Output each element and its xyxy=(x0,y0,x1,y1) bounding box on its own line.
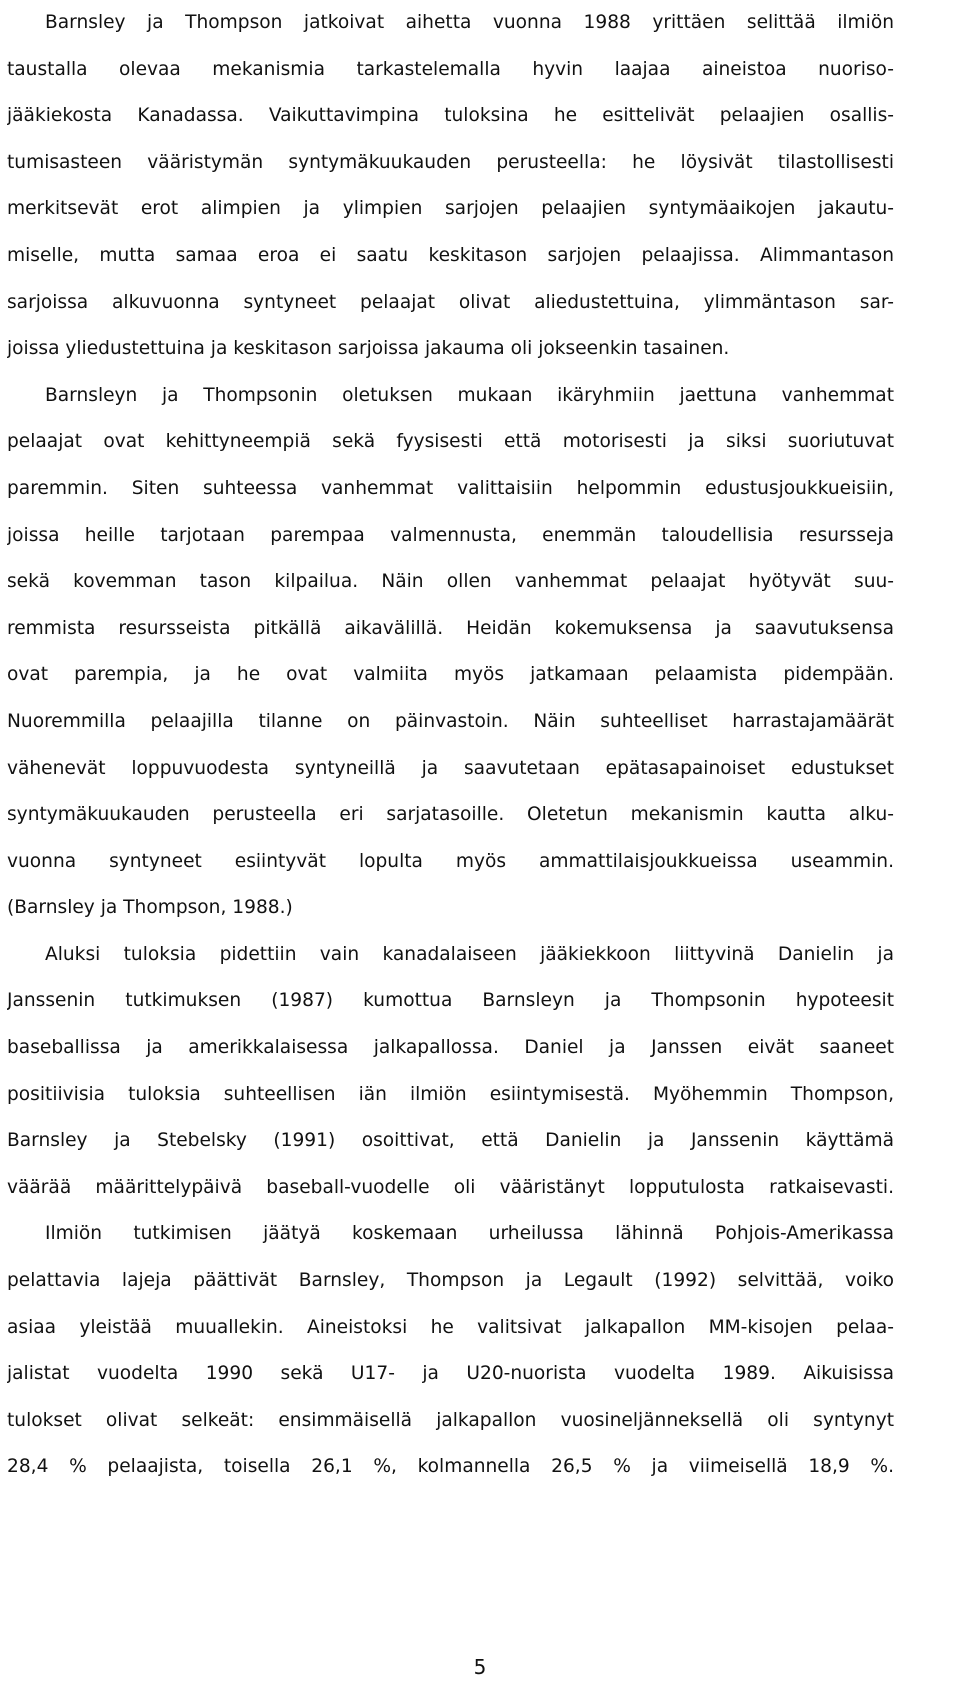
text-line: jalistat vuodelta 1990 sekä U17- ja U20-nuorista vuodelta 1989. Aikuisissa xyxy=(7,1363,894,1385)
text-line: Ilmiön tutkimisen jäätyä koskemaan urheilussa lähinnä Pohjois-Amerikassa xyxy=(45,1223,894,1245)
text-line: merkitsevät erot alimpien ja ylimpien sarjojen pelaajien syntymäaikojen jakautu- xyxy=(7,198,894,220)
text-line: vuonna syntyneet esiintyvät lopulta myös ammattilaisjoukkueissa useammin. xyxy=(7,850,894,872)
citation-line: (Barnsley ja Thompson, 1988.) xyxy=(7,897,293,919)
text-line: syntymäkuukauden perusteella eri sarjatasoille. Oletetun mekanismin kautta alku- xyxy=(7,804,894,826)
paragraph xyxy=(7,932,894,1212)
paragraph xyxy=(7,0,894,932)
text-line: Barnsley ja Thompson jatkoivat aihetta vuonna 1988 yrittäen selittää ilmiön xyxy=(45,12,894,33)
text-line: remmista resursseista pitkällä aikavälillä. Heidän kokemuksensa ja saavutuksensa xyxy=(7,617,894,639)
page-number: 5 xyxy=(473,1655,487,1679)
paragraph xyxy=(7,1211,894,1491)
text-line: jääkiekosta Kanadassa. Vaikuttavimpina tuloksina he esittelivät pelaajien osallis- xyxy=(7,105,894,127)
text-line: ovat parempia, ja he ovat valmiita myös jatkamaan pelaamista pidempään. xyxy=(7,664,894,686)
text-line: Barnsleyn ja Thompsonin oletuksen mukaan ikäryhmiin jaettuna vanhemmat xyxy=(45,384,894,406)
text-line: Aluksi tuloksia pidettiin vain kanadalaiseen jääkiekkoon liittyvinä Danielin ja xyxy=(45,943,894,965)
text-line: 28,4 % pelaajista, toisella 26,1 %, kolmannella 26,5 % ja viimeisellä 18,9 %. xyxy=(7,1456,894,1478)
text-line: sarjoissa alkuvuonna syntyneet pelaajat olivat aliedustettuina, ylimmäntason sar- xyxy=(7,291,894,313)
text-line: miselle, mutta samaa eroa ei saatu keskitason sarjojen pelaajissa. Alimmantason xyxy=(7,244,894,266)
text-line: pelaajat ovat kehittyneempiä sekä fyysisesti että motorisesti ja siksi suoriutuvat xyxy=(7,431,894,453)
text-line: Nuoremmilla pelaajilla tilanne on päinvastoin. Näin suhteelliset harrastajamäärät xyxy=(7,710,894,732)
text-line: joissa heille tarjotaan parempaa valmennusta, enemmän taloudellisia resursseja xyxy=(7,524,894,546)
text-line: joissa yliedustettuina ja keskitason sarjoissa jakauma oli jokseenkin tasainen. xyxy=(7,338,730,360)
text-line: väärää määrittelypäivä baseball-vuodelle oli vääristänyt lopputulosta ratkaisevasti. xyxy=(7,1176,894,1198)
text-line: asiaa yleistää muuallekin. Aineistoksi he valitsivat jalkapallon MM-kisojen pelaa- xyxy=(7,1316,894,1338)
text-line: taustalla olevaa mekanismia tarkastelemalla hyvin laajaa aineistoa nuoriso- xyxy=(7,58,894,80)
text-line: positiivisia tuloksia suhteellisen iän ilmiön esiintymisestä. Myöhemmin Thompson, xyxy=(7,1083,894,1105)
text-line: pelattavia lajeja päättivät Barnsley, Thompson ja Legault (1992) selvittää, voiko xyxy=(7,1270,894,1292)
text-line: tulokset olivat selkeät: ensimmäisellä jalkapallon vuosineljänneksellä oli syntynyt xyxy=(7,1409,894,1431)
body-text xyxy=(7,0,894,1491)
text-line: tumisasteen vääristymän syntymäkuukauden perusteella: he löysivät tilastollisesti xyxy=(7,151,894,173)
text-line: baseballissa ja amerikkalaisessa jalkapallossa. Daniel ja Janssen eivät saaneet xyxy=(7,1037,894,1059)
text-line: vähenevät loppuvuodesta syntyneillä ja saavutetaan epätasapainoiset edustukset xyxy=(7,757,894,779)
text-line: Barnsley ja Stebelsky (1991) osoittivat, että Danielin ja Janssenin käyttämä xyxy=(7,1130,894,1152)
text-line: paremmin. Siten suhteessa vanhemmat valittaisiin helpommin edustusjoukkueisiin, xyxy=(7,477,894,499)
text-line: Janssenin tutkimuksen (1987) kumottua Barnsleyn ja Thompsonin hypoteesit xyxy=(7,990,894,1012)
text-line: sekä kovemman tason kilpailua. Näin ollen vanhemmat pelaajat hyötyvät suu- xyxy=(7,571,894,593)
